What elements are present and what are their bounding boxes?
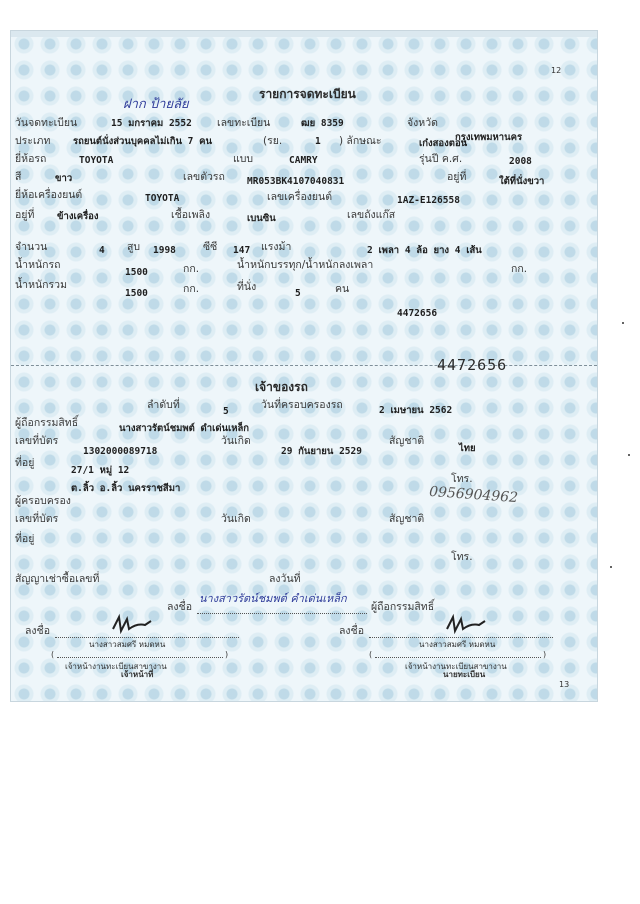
- color: ขาว: [55, 173, 73, 184]
- page-number-bottom: 13: [559, 680, 570, 689]
- officer-right-signature: [445, 611, 489, 635]
- page-number-top: 12: [551, 66, 562, 75]
- tel2-label: โทร.: [451, 551, 473, 563]
- kg-unit-2: กก.: [511, 263, 528, 275]
- owner-title: เจ้าของรถ: [255, 380, 308, 394]
- officer-right-sign-label: ลงชื่อ: [339, 625, 364, 637]
- reg-date-label: วันจดทะเบียน: [15, 117, 78, 129]
- province-label: จังหวัด: [407, 117, 438, 129]
- char-label: ) ลักษณะ: [339, 135, 382, 147]
- addr-line-1: 27/1 หมู่ 12: [71, 465, 130, 476]
- dob: 29 กันยายน 2529: [281, 446, 362, 457]
- scan-speck: [610, 566, 612, 568]
- engine-no-label: เลขเครื่องยนต์: [267, 191, 333, 203]
- officer-left-role: เจ้าหน้าที่: [121, 670, 154, 679]
- nat2-label: สัญชาติ: [389, 513, 425, 525]
- gross: 1500: [125, 288, 148, 299]
- section-divider: [11, 365, 597, 366]
- year-label: รุ่นปี ค.ศ.: [419, 153, 463, 165]
- officer-left-signature: [111, 611, 155, 635]
- cyl-label: จำนวน: [15, 241, 48, 253]
- cc-unit: ซีซี: [203, 241, 218, 253]
- tel-label: โทร.: [451, 473, 473, 485]
- officer-left-role-small: เจ้าหน้างานทะเบียนสาขางาน: [65, 662, 167, 671]
- officer-left-name-line: [57, 657, 223, 658]
- plate-label: เลขทะเบียน: [217, 117, 271, 129]
- color-label: สี: [15, 171, 22, 183]
- scan-speck: [628, 454, 630, 456]
- possess-date-label: วันที่ครอบครองรถ: [261, 399, 343, 411]
- officer-left-sign-line: [55, 637, 239, 638]
- dob2-label: วันเกิด: [221, 513, 251, 525]
- nat-label: สัญชาติ: [389, 435, 425, 447]
- engine-no: 1AZ-E126558: [397, 195, 460, 206]
- dob-label: วันเกิด: [221, 435, 251, 447]
- cc-value: 1998: [153, 245, 176, 256]
- type-label: ประเภท: [15, 135, 51, 147]
- model: CAMRY: [289, 155, 318, 166]
- officer-right-role: นายทะเบียน: [443, 670, 486, 679]
- nationality: ไทย: [459, 443, 476, 454]
- province: กรุงเทพมหานคร: [455, 132, 523, 143]
- registration-document: 12 รายการจดทะเบียน ฝาก ป้ายลัย วันจดทะเบียน 15 มกราคม 2552 เลขทะเบียน ฒย 8359 จังหวัด กรุงเทพมหานคร ประเภท รถยนต์นั่งส่วนบุคคลไม่เกิน 7 คน (รย. 1 ) ลักษณะ เก๋งสองตอน ยี่ห้อรถ TOYOTA แบบ CAMRY รุ่นปี ค.ศ. 2008 สี ขาว เลขตัวรถ MR053BK4107040831 อยู่ที่ ใต้ที่นั่งขวา ยี่ห้อเครื่องยนต์ TOYOTA เลขเครื่องยนต์ 1AZ-E126558 อยู่ที่ ข้างเครื่อง เชื้อเพลิง เบนซิน เลขถังแก๊ส จำนวน 4 สูบ 1998 ซีซี 147 แรงม้า 2 เพลา 4 ล้อ ยาง 4 เส้น น้ำหนักรถ 1500 กก. น้ำหนักบรรทุก/น้ำหนักลงเพลา กก. น้ำหนักรวม 1500 กก. ที่นั่ง 5 คน 4472656 4472656 เจ้าของรถ ลำดับที่ 5 วันที่ครอบครองรถ 2 เมษายน 2562 ผู้ถือกรรมสิทธิ์ นางสาวรัตน์ชมพต์ ดำเด่นเหล็ก เลขที่บัตร 1302000089718 วันเกิด 29 กันยายน 2529 สัญชาติ ไทย ที่อยู่ 27/1 หมู่ 12 ต.ลิ้ว อ.ลิ้ว นครราชสีมา โทร. 0956904962 ผู้ครอบครอง เลขที่บัตร วันเกิด สัญชาติ ที่อยู่ โทร. สัญญาเช่าซื้อเลขที่ ลงวันที่ ลงชื่อ นางสาวรัตน์ชมพต์ คำเด่นเหล็ก ผู้ถือกรรมสิทธิ์ ลงชื่อ นางสาวสมศรี หมดหน ( ) เจ้าหน้างานทะเบียนสาขางาน เจ้าหน้าที่ ลงชื่อ นางสาวสมศรี หมดหน ( ) เจ้าหน้างานทะเบียนสาขางาน นายทะเบียน 13: [10, 30, 598, 702]
- registration-title: รายการจดทะเบียน: [259, 87, 356, 101]
- seat-label: ที่นั่ง: [237, 281, 257, 293]
- handwritten-note: ฝาก ป้ายลัย: [123, 97, 189, 112]
- brand-label: ยี่ห้อรถ: [15, 153, 47, 165]
- chassis-label: เลขตัวรถ: [183, 171, 225, 183]
- ry-value: 1: [315, 136, 321, 147]
- fuel: เบนซิน: [247, 213, 276, 224]
- axle-info: 2 เพลา 4 ล้อ ยาง 4 เส้น: [367, 245, 482, 256]
- officer-right-name-line: [375, 657, 541, 658]
- order: 5: [223, 406, 229, 417]
- seat: 5: [295, 288, 301, 299]
- hp-unit: แรงม้า: [261, 241, 292, 253]
- officer-left-name: นางสาวสมศรี หมดหน: [89, 640, 166, 649]
- possess-date: 2 เมษายน 2562: [379, 405, 453, 416]
- id2-label: เลขที่บัตร: [15, 513, 59, 525]
- possessor-label: ผู้ครอบครอง: [15, 495, 71, 507]
- id-number: 1302000089718: [83, 446, 158, 457]
- kg-unit-3: กก.: [183, 283, 200, 295]
- engine-loc: ข้างเครื่อง: [57, 211, 99, 222]
- weight-label: น้ำหนักรถ: [15, 259, 61, 271]
- officer-left-sign-label: ลงชื่อ: [25, 625, 50, 637]
- plate: ฒย 8359: [301, 118, 344, 129]
- addr2-label: ที่อยู่: [15, 533, 35, 545]
- cyl-value: 4: [99, 245, 105, 256]
- owner-sign-line: [197, 613, 367, 614]
- top-band: [11, 31, 597, 37]
- fuel-label: เชื้อเพลิง: [171, 209, 211, 221]
- order-label: ลำดับที่: [147, 399, 180, 411]
- chassis-loc: ใต้ที่นั่งขวา: [499, 176, 545, 187]
- gross-label: น้ำหนักรวม: [15, 279, 67, 291]
- owner-sign-label: ลงชื่อ: [167, 601, 192, 613]
- load-label: น้ำหนักบรรทุก/น้ำหนักลงเพลา: [237, 259, 374, 271]
- kg-unit-1: กก.: [183, 263, 200, 275]
- scan-speck: [622, 322, 624, 324]
- char-value: เก๋งสองตอน: [419, 138, 468, 149]
- ref-big: 4472656: [437, 356, 508, 374]
- lease-label: สัญญาเช่าซื้อเลขที่: [15, 573, 100, 585]
- addr-label: ที่อยู่: [15, 457, 35, 469]
- cyl-unit: สูบ: [127, 241, 141, 253]
- chassis: MR053BK4107040831: [247, 176, 345, 187]
- year: 2008: [509, 156, 532, 167]
- brand: TOYOTA: [79, 155, 114, 166]
- officer-right-sign-line: [369, 637, 553, 638]
- engine-loc-label: อยู่ที่: [15, 209, 35, 221]
- engine-brand-label: ยี่ห้อเครื่องยนต์: [15, 189, 83, 201]
- ref-small: 4472656: [397, 308, 438, 319]
- officer-right-role-small: เจ้าหน้างานทะเบียนสาขางาน: [405, 662, 507, 671]
- officer-right-name: นางสาวสมศรี หมดหน: [419, 640, 496, 649]
- type: รถยนต์นั่งส่วนบุคคลไม่เกิน 7 คน: [73, 136, 212, 147]
- owner-label: ผู้ถือกรรมสิทธิ์: [15, 417, 79, 429]
- id-label: เลขที่บัตร: [15, 435, 59, 447]
- addr-line-2: ต.ลิ้ว อ.ลิ้ว นครราชสีมา: [71, 483, 181, 494]
- reg-date: 15 มกราคม 2552: [111, 118, 192, 129]
- lease-date-label: ลงวันที่: [269, 573, 301, 585]
- seat-unit: คน: [335, 283, 350, 295]
- hp-value: 147: [233, 245, 251, 256]
- owner-sign-role: ผู้ถือกรรมสิทธิ์: [371, 601, 435, 613]
- owner-sign-handwritten: นางสาวรัตน์ชมพต์ คำเด่นเหล็ก: [199, 592, 347, 605]
- gas-tank-label: เลขถังแก๊ส: [347, 209, 396, 221]
- engine-brand: TOYOTA: [145, 193, 180, 204]
- tel-handwritten: 0956904962: [428, 483, 519, 507]
- weight: 1500: [125, 267, 148, 278]
- model-label: แบบ: [233, 153, 254, 165]
- ry-label: (รย.: [263, 135, 283, 147]
- chassis-loc-label: อยู่ที่: [447, 171, 467, 183]
- owner-name: นางสาวรัตน์ชมพต์ ดำเด่นเหล็ก: [119, 423, 250, 434]
